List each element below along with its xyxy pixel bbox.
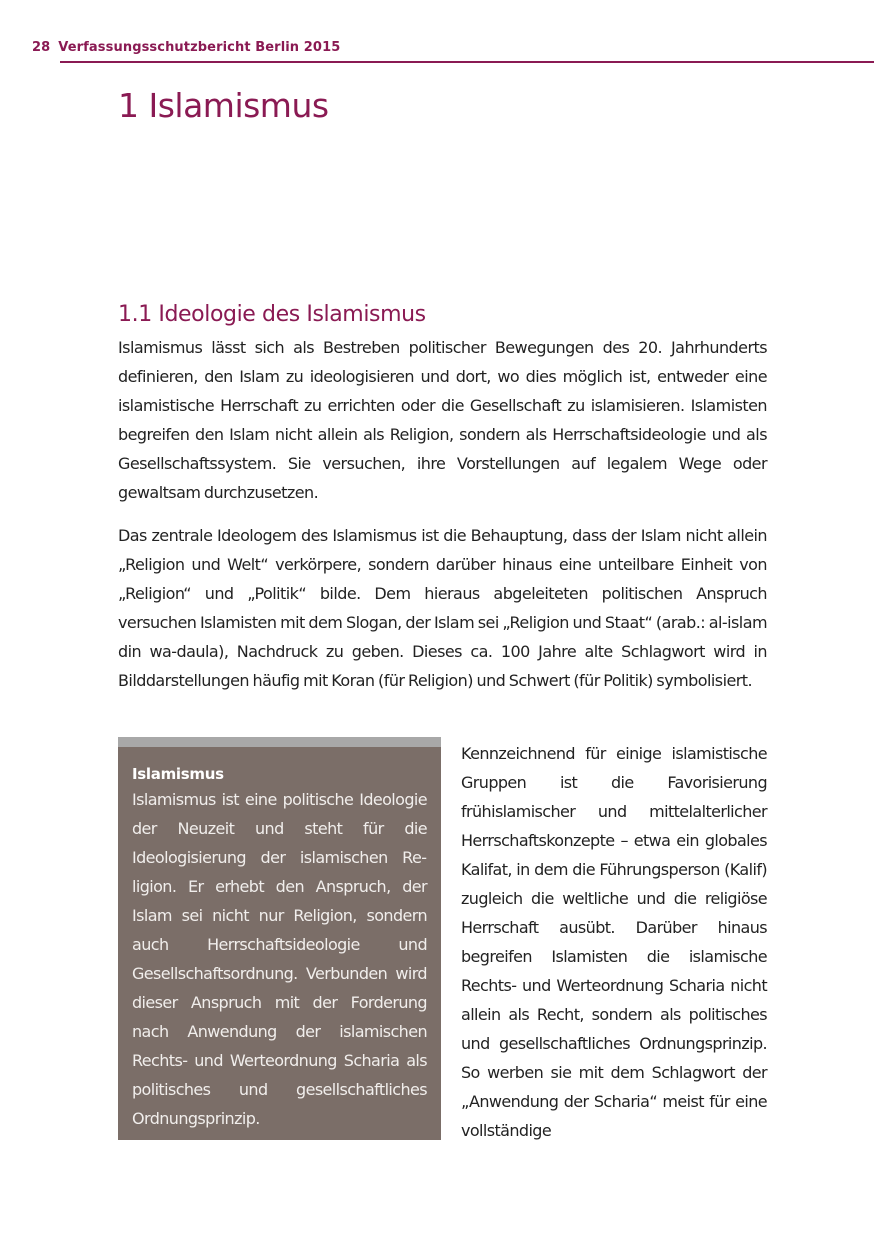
chapter-title: 1 Islamismus [118,86,329,125]
infobox-text: Islamismus ist eine politische Ideologie der Neuzeit und steht für die Ideologisierung der islamischen Religion. Er erhebt den Anspruch, der Islam sei nicht nur Religion, sondern auch Herrschaftsideologie und Gesellschaftsordnung. Verbunden wird dieser Anspruch mit der Forderung nach Anwendung der islamischen Rechts- und Werteordnung Scharia als politisches und gesellschaftliches Ordnungsprinzip. [132,790,427,1128]
body-paragraph-2: Das zentrale Ideologem des Islamismus ist die Behauptung, dass der Islam nicht allein „Religion und Welt“ verkörpere, sondern darüber hinaus eine unteilbare Einheit von „Religion“ und „Politik“ bilde. Dem hieraus abgeleiteten politischen Anspruch versuchen Islamisten mit dem Slogan, der Islam sei „Religion und Staat“ (arab.: al-islam din wa-daula), Nachdruck zu geben. Dieses ca. 100 Jahre alte Schlagwort wird in Bilddarstellungen häufig mit Koran (für Religion) und Schwert (für Politik) symbolisiert. [118,526,767,690]
running-title: Verfassungsschutzbericht Berlin 2015 [58,40,341,55]
running-header [32,40,874,55]
body-paragraph-3: Kennzeichnend für einige islamistische Gruppen ist die Favorisierung frühislamischer und mittelalterlicher Herrschaftskonzepte – etwa ein globales Kalifat, in dem die Führungsperson (Kalif) zugleich die weltliche und die religiöse Herrschaft ausübt. Darüber hinaus begreifen Islamisten die islamische Rechts- und Werteordnung Scharia nicht allein als Recht, sondern als politisches und gesellschaftliches Ordnungsprinzip. So werben sie mit dem Schlagwort der „Anwendung der Scharia“ meist für eine vollständige [461,744,767,1140]
infobox-title: Islamismus [132,765,224,783]
header-divider [60,61,874,63]
body-paragraph-1: Islamismus lässt sich als Bestreben politischer Bewegungen des 20. Jahrhunderts definieren, den Islam zu ideologisieren und dort, wo dies möglich ist, entweder eine islamistische Herrschaft zu errichten oder die Gesellschaft zu islamisieren. Islamisten begreifen den Islam nicht allein als Religion, sondern als Herrschaftsideologie und als Gesellschaftssystem. Sie versuchen, ihre Vorstellungen auf legalem Wege oder gewaltsam durchzusetzen. [118,338,767,502]
definition-infobox [118,737,441,1140]
section-title: 1.1 Ideologie des Islamismus [118,302,426,327]
page-number: 28 [32,40,51,55]
